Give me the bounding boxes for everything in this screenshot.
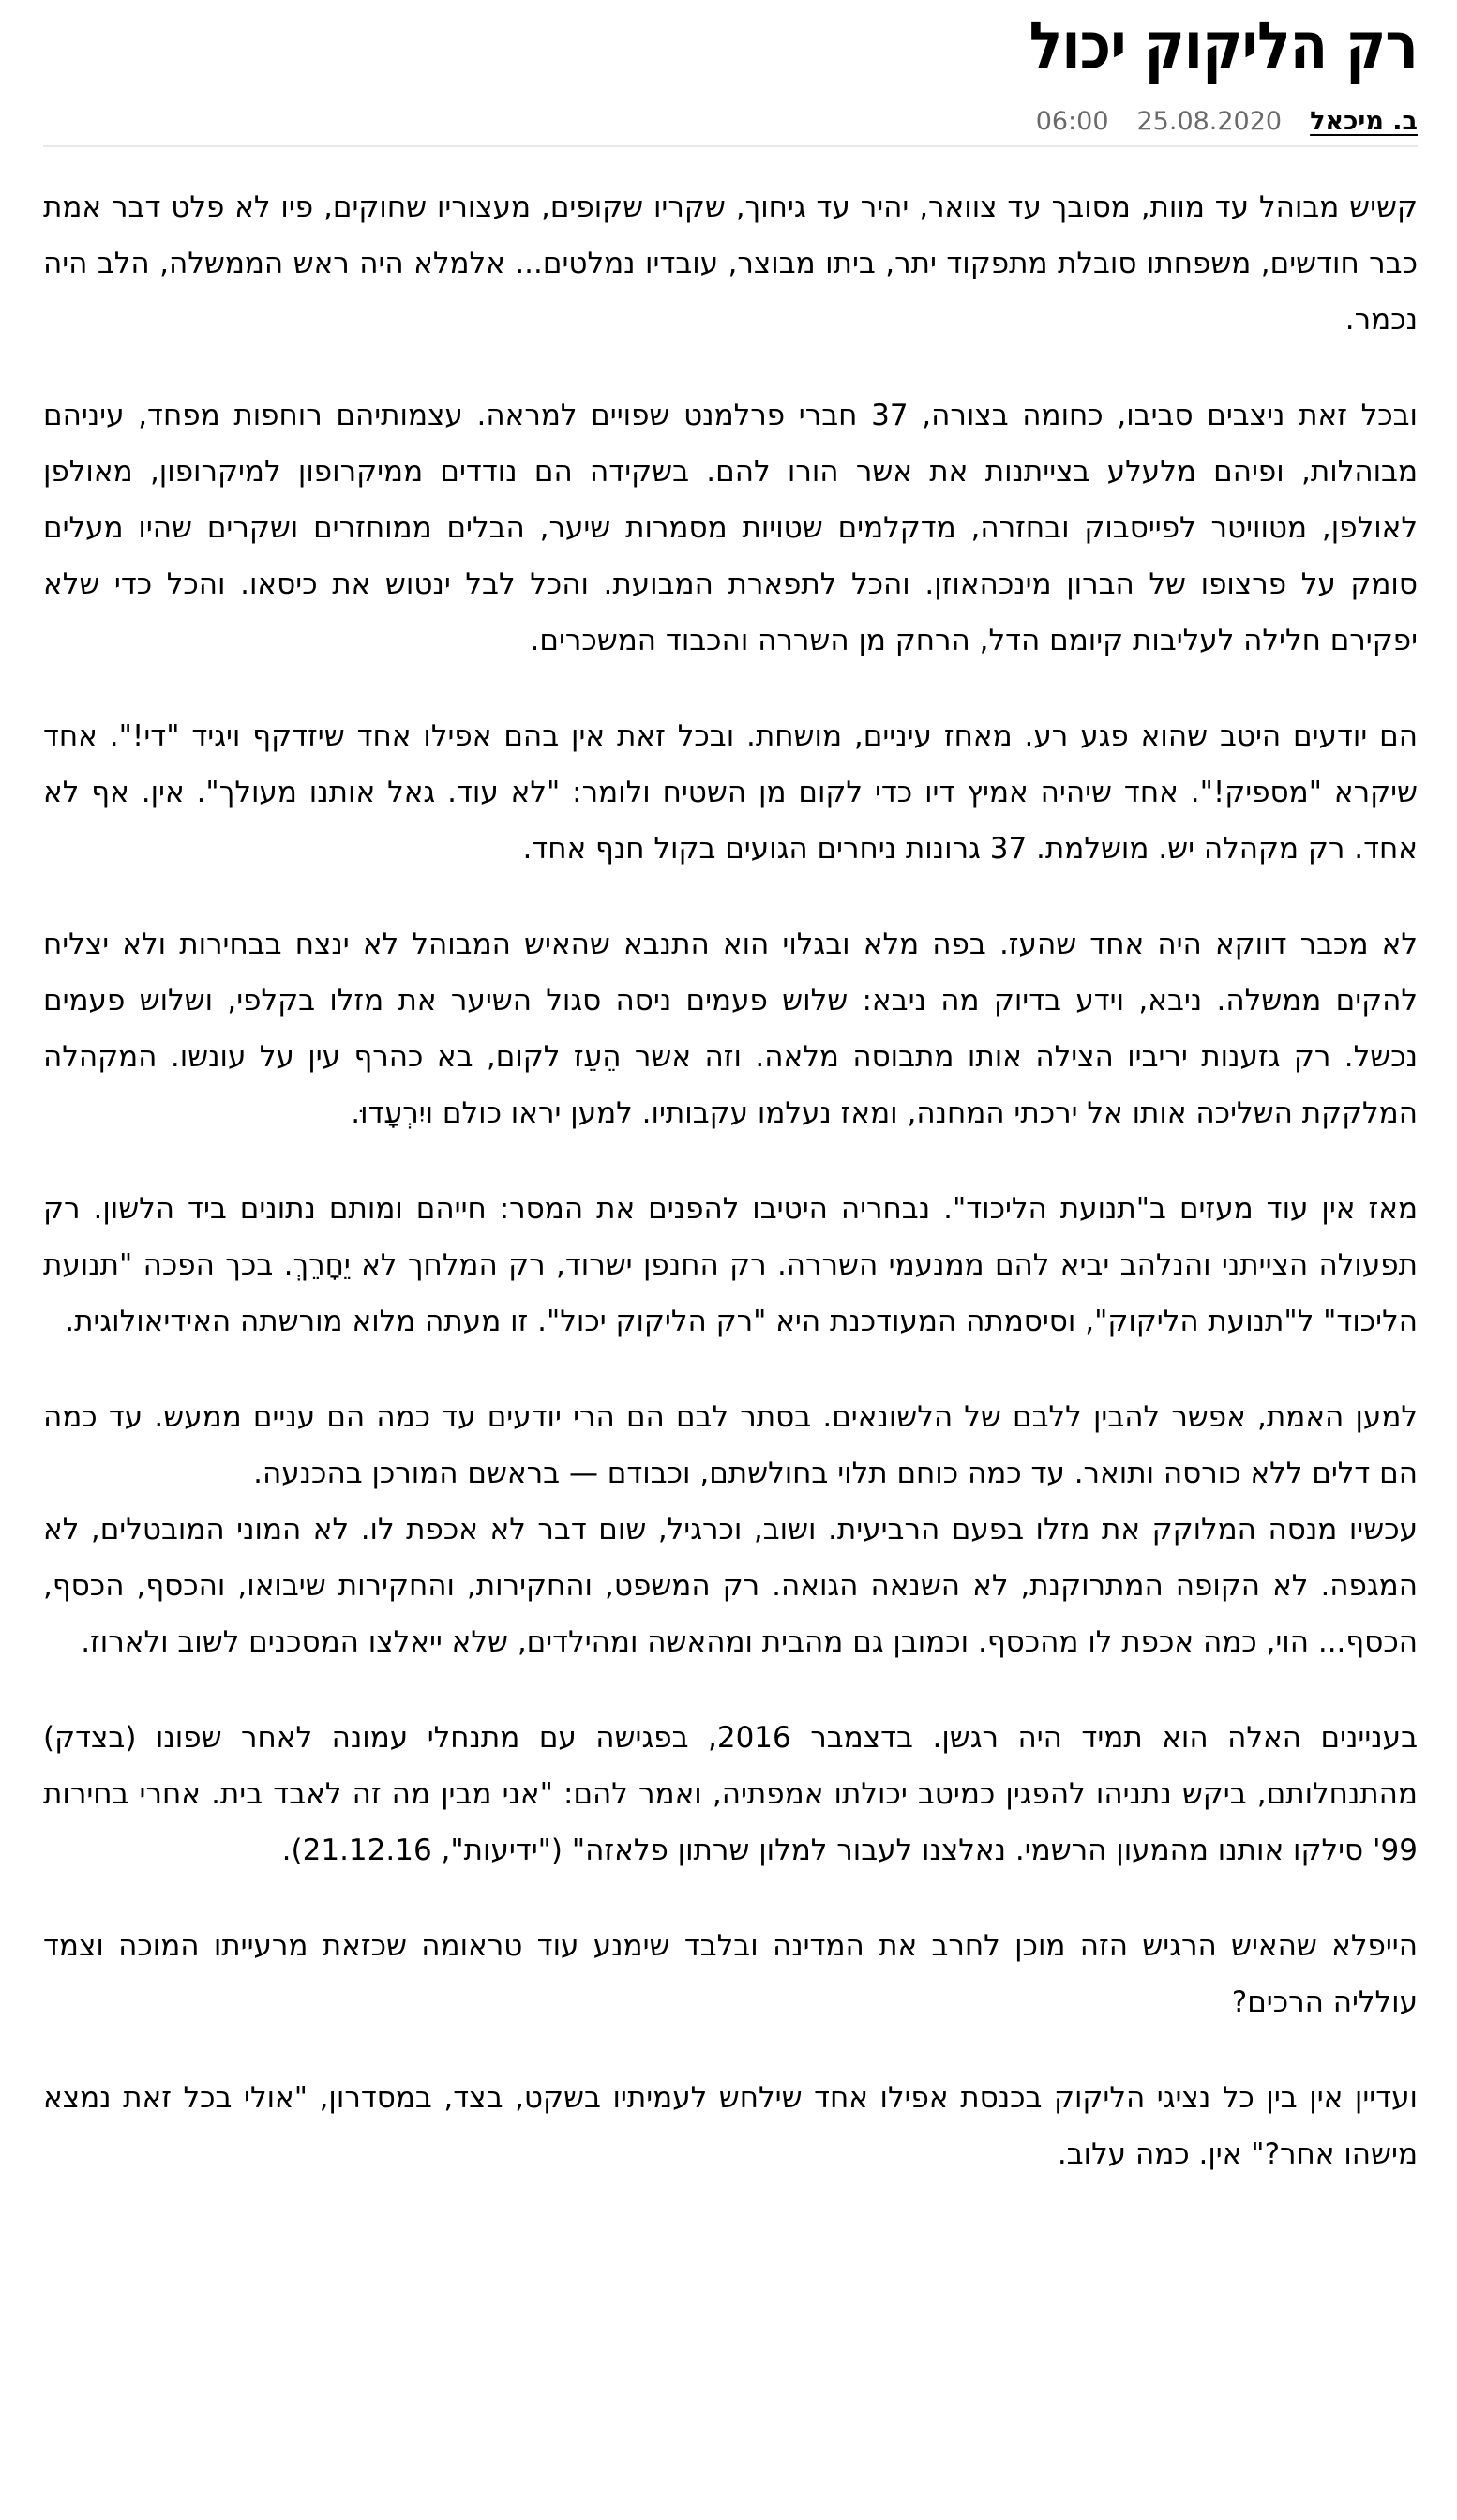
article-body — [43, 179, 1418, 2182]
article-paragraph: בעניינים האלה הוא תמיד היה רגשן. בדצמבר 2016, בפגישה עם מתנחלי עמונה לאחר שפונו (בצדק) מהתנחלותם, ביקש נתניהו להפגין כמיטב יכולתו אמפתיה, ואמר להם: "אני מבין מה זה לאבד בית. אחרי בחירות 99' סילקו אותנו מהמעון הרשמי. נאלצנו לעבור למלון שרתון פלאזה" ("ידיעות", 21.12.16). — [43, 1720, 1418, 1867]
article-paragraph: לא מכבר דווקא היה אחד שהעז. בפה מלא ובגלוי הוא התנבא שהאיש המבוהל לא ינצח בבחירות ולא יצליח להקים ממשלה. ניבא, וידע בדיוק מה ניבא: שלוש פעמים ניסה סגול השיער את מזלו בקלפי, ושלוש פעמים נכשל. רק גזענות יריביו הצילה אותו מתבוסה מלאה. וזה אשר הֵעֵז לקום, בא כהרף עין על עונשו. המקהלה המלקקת השליכה אותו אל ירכתי המחנה, ומאז נעלמו עקבותיו. למען יראו כולם ויִרְעָדוּ. — [43, 927, 1418, 1130]
author-link[interactable]: ב. מיכאל — [1310, 106, 1418, 136]
article-paragraph: מאז אין עוד מעזים ב"תנועת הליכוד". נבחריה היטיבו להפנים את המסר: חייהם ומותם נתונים ביד הלשון. רק תפעולה הצייתני והנלהב יביא להם ממנעמי השררה. רק החנפן ישרוד, רק המלחך לא יֵחָרֵךְ. בכך הפכה "תנועת הליכוד" ל"תנועת הליקוק", וסיסמתה המעודכנת היא "רק הליקוק יכול". זו מעתה מלוא מורשתה האידיאולוגית. — [43, 1191, 1418, 1338]
page-title: רק הליקוק יכול — [1029, 8, 1418, 84]
article-paragraph: למען האמת, אפשר להבין ללבם של הלשונאים. בסתר לבם הם הרי יודעים עד כמה הם עניים ממעש. עד כמה הם דלים ללא כורסה ותואר. עד כמה כוחם תלוי בחולשתם, וכבודם — בראשם המורכן בהכנעה. — [43, 1399, 1418, 1490]
header-divider — [43, 145, 1418, 147]
article-paragraph: עכשיו מנסה המלוקק את מזלו בפעם הרביעית. ושוב, וכרגיל, שום דבר לא אכפת לו. לא המוני המובטלים, לא המגפה. לא הקופה המתרוקנת, לא השנאה הגואה. רק המשפט, והחקירות, והחקירות שיבואו, והכסף, הכסף, הכסף... הוי, כמה אכפת לו מהכסף. וכמובן גם מהבית ומהאשה ומהילדים, שלא ייאלצו המסכנים לשוב ולארוז. — [43, 1512, 1418, 1659]
byline — [43, 107, 1418, 137]
publish-date: 25.08.2020 — [1136, 106, 1283, 136]
article-paragraph: ועדיין אין בין כל נציגי הליקוק בכנסת אפילו אחד שילחש לעמיתיו בשקט, בצד, במסדרון, "אולי בכל זאת נמצא מישהו אחר?" אין. כמה עלוב. — [43, 2080, 1418, 2171]
article-paragraph: הם יודעים היטב שהוא פגע רע. מאחז עיניים, מושחת. ובכל זאת אין בהם אפילו אחד שיזדקף ויגיד "די!". אחד שיקרא "מספיק!". אחד שיהיה אמיץ דיו כדי לקום מן השטיח ולומר: "לא עוד. גאל אותנו מעולך". אין. אף לא אחד. רק מקהלה יש. מושלמת. 37 גרונות ניחרים הגועים בקול חנף אחד. — [43, 718, 1418, 866]
publish-time: 06:00 — [1035, 106, 1109, 136]
article-paragraph: קשיש מבוהל עד מוות, מסובך עד צוואר, יהיר עד גיחוך, שקריו שקופים, מעצוריו שחוקים, פיו לא פלט דבר אמת כבר חודשים, משפחתו סובלת מתפקוד יתר, ביתו מבוצר, עובדיו נמלטים... אלמלא היה ראש הממשלה, הלב היה נכמר. — [43, 189, 1418, 337]
article-paragraph: ובכל זאת ניצבים סביבו, כחומה בצורה, 37 חברי פרלמנט שפויים למראה. עצמותיהם רוחפות מפחד, עיניהם מבוהלות, ופיהם מלעלע בצייתנות את אשר הורו להם. בשקידה הם נודדים ממיקרופון למיקרופון, מאולפן לאולפן, מטוויטר לפייסבוק ובחזרה, מדקלמים שטויות מסמרות שיער, הבלים ממוחזרים ושקרים שהיו מעלים סומק על פרצופו של הברון מינכהאוזן. והכל לתפארת המבועת. והכל לבל ינטוש את כיסאו. והכל כדי שלא יפקירם חלילה לעליבות קיומם הדל, הרחק מן השררה והכבוד המשכרים. — [43, 398, 1419, 657]
article-paragraph: הייפלא שהאיש הרגיש הזה מוכן לחרב את המדינה ובלבד שימנע עוד טראומה שכזאת מרעייתו המוכה וצמד עולליה הרכים? — [43, 1928, 1418, 2019]
